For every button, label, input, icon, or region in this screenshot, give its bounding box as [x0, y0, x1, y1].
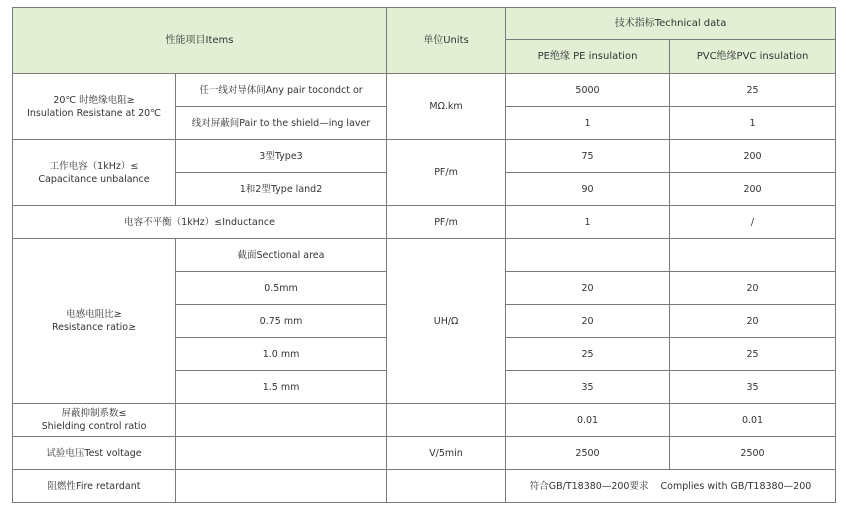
shielding-sub-empty	[176, 404, 387, 437]
area-row-pe: 25	[506, 338, 670, 371]
insulation-any-pair-pvc: 25	[670, 74, 836, 107]
shielding-pe: 0.01	[506, 404, 670, 437]
fire-retardant-sub-empty	[176, 470, 387, 503]
insulation-any-pair-label: 任一线对导体间Any pair tocondct or	[176, 74, 387, 107]
test-voltage-sub-empty	[176, 437, 387, 470]
insulation-resistance-label-cn: 20℃ 时绝缘电阻≥	[53, 94, 135, 106]
area-row-pvc: 25	[670, 338, 836, 371]
test-voltage-label: 试验电压Test voltage	[13, 437, 176, 470]
insulation-resistance-label-en: Insulation Resistane at 20℃	[27, 107, 161, 119]
shielding-pvc: 0.01	[670, 404, 836, 437]
test-voltage-pe: 2500	[506, 437, 670, 470]
insulation-pair-shield-pvc: 1	[670, 107, 836, 140]
capacitance-label-cn: 工作电容（1kHz）≤	[49, 160, 139, 172]
resistance-ratio-unit: UH/Ω	[387, 239, 506, 404]
resistance-ratio-label-cn: 电感电阻比≥	[66, 309, 122, 320]
shielding-label-cn: 屏蔽抑制系数≤	[61, 408, 127, 419]
capacitance-label-en: Capacitance unbalance	[38, 173, 150, 185]
resistance-ratio-label	[13, 239, 176, 404]
sectional-area-pe-empty	[506, 239, 670, 272]
capacitance-label	[13, 140, 176, 206]
inductance-pe: 1	[506, 206, 670, 239]
shielding-label	[13, 404, 176, 437]
shielding-label-en: Shielding control ratio	[41, 421, 147, 432]
insulation-pair-shield-label: 线对屏蔽间Pair to the shield—ing laver	[176, 107, 387, 140]
area-row-label: 0.75 mm	[176, 305, 387, 338]
area-row-pe: 20	[506, 305, 670, 338]
capacitance-unit: PF/m	[387, 140, 506, 206]
sectional-area-header: 截面Sectional area	[176, 239, 387, 272]
area-row-label: 1.5 mm	[176, 371, 387, 404]
area-row-pvc: 35	[670, 371, 836, 404]
capacitance-type3-pe: 75	[506, 140, 670, 173]
header-units: 单位Units	[387, 8, 506, 74]
capacitance-type3-label: 3型Type3	[176, 140, 387, 173]
fire-retardant-label: 阻燃性Fire retardant	[13, 470, 176, 503]
capacitance-type3-pvc: 200	[670, 140, 836, 173]
shielding-unit-empty	[387, 404, 506, 437]
fire-retardant-unit-empty	[387, 470, 506, 503]
header-items: 性能项目Items	[13, 8, 387, 74]
header-pe-insulation: PE绝缘 PE insulation	[506, 40, 670, 74]
spec-table	[12, 7, 836, 503]
header-pvc-insulation: PVC绝缘PVC insulation	[670, 40, 836, 74]
test-voltage-unit: V/5min	[387, 437, 506, 470]
area-row-pvc: 20	[670, 272, 836, 305]
capacitance-type12-pe: 90	[506, 173, 670, 206]
capacitance-type12-label: 1和2型Type land2	[176, 173, 387, 206]
inductance-label: 电容不平衡（1kHz）≤Inductance	[13, 206, 387, 239]
capacitance-type12-pvc: 200	[670, 173, 836, 206]
insulation-unit: MΩ.km	[387, 74, 506, 140]
area-row-label: 1.0 mm	[176, 338, 387, 371]
test-voltage-pvc: 2500	[670, 437, 836, 470]
insulation-pair-shield-pe: 1	[506, 107, 670, 140]
fire-retardant-value: 符合GB/T18380—200要求 Complies with GB/T18380—200	[506, 470, 836, 503]
area-row-pe: 35	[506, 371, 670, 404]
resistance-ratio-label-en: Resistance ratio≥	[51, 322, 137, 333]
inductance-unit: PF/m	[387, 206, 506, 239]
insulation-resistance-label	[13, 74, 176, 140]
header-technical-data: 技术指标Technical data	[506, 8, 836, 40]
area-row-pvc: 20	[670, 305, 836, 338]
sectional-area-pvc-empty	[670, 239, 836, 272]
area-row-label: 0.5mm	[176, 272, 387, 305]
area-row-pe: 20	[506, 272, 670, 305]
insulation-any-pair-pe: 5000	[506, 74, 670, 107]
inductance-pvc: /	[670, 206, 836, 239]
